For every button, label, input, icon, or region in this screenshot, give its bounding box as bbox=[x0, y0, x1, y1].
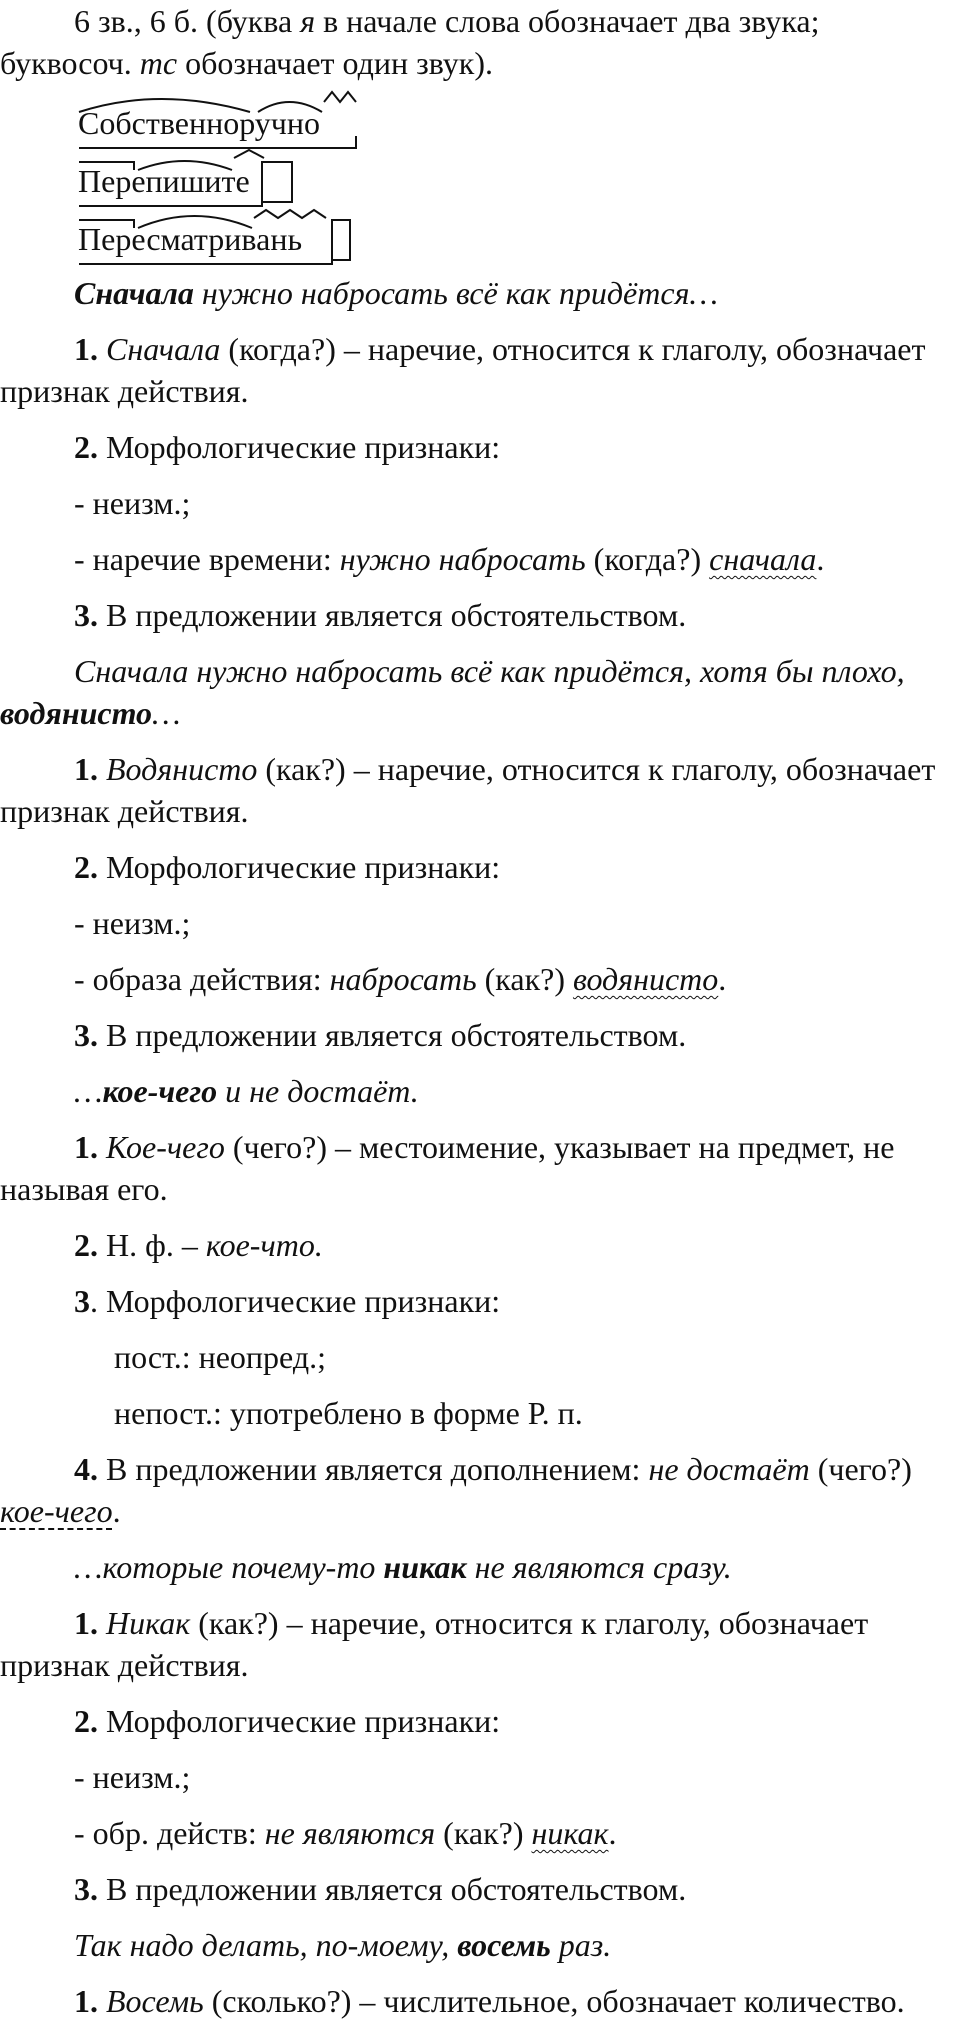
s2-item-1-text: (как?) – наречие, относится к глаголу, обозначает признак действия. bbox=[0, 751, 936, 829]
intro-text-3: обозначает один звук). bbox=[177, 45, 493, 81]
s2-dash-2 bbox=[0, 958, 942, 1000]
s3-item-1-num: 1. bbox=[74, 1129, 98, 1165]
morpheme-word-1-text: Собственноручно bbox=[78, 105, 320, 141]
s1-sentence-rest: нужно набросать всё как придётся… bbox=[193, 275, 718, 311]
s4-item-2-num: 2. bbox=[74, 1703, 98, 1739]
s2-dash-2-a: - образа действия: bbox=[74, 961, 330, 997]
s3-sentence-a: … bbox=[74, 1073, 103, 1109]
morpheme-word-3-text: Пересматривань bbox=[78, 221, 303, 257]
s1-sentence-keyword: Сначала bbox=[74, 275, 194, 311]
s1-item-1-text: (когда?) – наречие, относится к глаголу, обозначает признак действия. bbox=[0, 331, 926, 409]
intro-text-1: 6 зв., 6 б. (буква bbox=[74, 3, 301, 39]
s2-dash-2-b: (как?) bbox=[476, 961, 573, 997]
s2-item-3 bbox=[0, 1014, 942, 1056]
s3-item-1 bbox=[0, 1126, 942, 1210]
s4-dash-2-c: . bbox=[608, 1815, 617, 1851]
s5-item-1-num: 1. bbox=[74, 1983, 98, 2019]
s3-item-4-text: В предложении является дополнением: bbox=[98, 1451, 649, 1487]
s4-dash-2-italic: не являются bbox=[264, 1815, 436, 1851]
s4-item-1 bbox=[0, 1602, 942, 1686]
s2-item-1-word: Водянисто bbox=[106, 751, 258, 787]
s2-item-1 bbox=[0, 748, 942, 832]
s1-item-2 bbox=[0, 426, 942, 468]
s4-item-2 bbox=[0, 1700, 942, 1742]
s4-item-2-text: Морфологические признаки: bbox=[98, 1703, 501, 1739]
s3-item-1-word: Кое-чего bbox=[106, 1129, 225, 1165]
s3-item-2 bbox=[0, 1224, 942, 1266]
s3-item-3-text: . Морфологические признаки: bbox=[90, 1283, 501, 1319]
s3-item-4-c: . bbox=[112, 1493, 121, 1529]
s4-dash-2-underlined: никак bbox=[531, 1815, 609, 1851]
s2-item-1-num: 1. bbox=[74, 751, 98, 787]
morpheme-word-3 bbox=[78, 214, 942, 264]
s1-item-3 bbox=[0, 594, 942, 636]
s2-sentence-keyword: водянисто bbox=[0, 695, 153, 731]
s1-item-1-word: Сначала bbox=[106, 331, 221, 367]
s2-item-2 bbox=[0, 846, 942, 888]
intro-text-2: в начале слова обозначает два звука; буквосоч. bbox=[0, 3, 820, 81]
s4-dash-2-b: (как?) bbox=[435, 1815, 532, 1851]
s4-sentence bbox=[0, 1546, 942, 1588]
s2-sentence-c: … bbox=[152, 695, 181, 731]
s3-item-3-num: 3 bbox=[74, 1283, 90, 1319]
intro-paragraph bbox=[0, 0, 942, 84]
s5-sentence bbox=[0, 1924, 942, 1966]
s1-dash-2 bbox=[0, 538, 942, 580]
morpheme-word-1 bbox=[78, 98, 942, 148]
s4-item-1-num: 1. bbox=[74, 1605, 98, 1641]
s2-dash-2-c: . bbox=[718, 961, 727, 997]
s2-sentence-a: Сначала нужно набросать всё как придётся, хотя бы плохо, bbox=[74, 653, 905, 689]
s3-item-4-b: (чего?) bbox=[809, 1451, 912, 1487]
s2-sentence bbox=[0, 650, 942, 734]
s1-item-3-text: В предложении является обстоятельством. bbox=[98, 597, 687, 633]
s3-item-2-italic: кое-что. bbox=[205, 1227, 323, 1263]
morpheme-word-2-text: Перепишите bbox=[78, 163, 250, 199]
s1-sentence bbox=[0, 272, 942, 314]
s1-item-2-text: Морфологические признаки: bbox=[98, 429, 501, 465]
s4-dash-1: - неизм.; bbox=[74, 1759, 191, 1795]
s1-dash-2-underlined: сначала bbox=[709, 541, 817, 577]
s3-item-4-underlined: кое-чего bbox=[0, 1493, 113, 1529]
s3-item-2-num: 2. bbox=[74, 1227, 98, 1263]
s4-item-1-text: (как?) – наречие, относится к глаголу, обозначает признак действия. bbox=[0, 1605, 869, 1683]
s2-dash-2-underlined: водянисто bbox=[572, 961, 719, 997]
s3-sub-1: пост.: неопред.; bbox=[114, 1339, 326, 1375]
s1-dash-1: - неизм.; bbox=[74, 485, 191, 521]
s3-sentence bbox=[0, 1070, 942, 1112]
s3-item-4-num: 4. bbox=[74, 1451, 98, 1487]
s1-item-1-num: 1. bbox=[74, 331, 98, 367]
s3-sub-2: непост.: употреблено в форме Р. п. bbox=[114, 1395, 583, 1431]
s4-item-1-word: Никак bbox=[106, 1605, 191, 1641]
s2-dash-1: - неизм.; bbox=[74, 905, 191, 941]
s2-dash-2-italic: набросать bbox=[329, 961, 477, 997]
s4-item-3-text: В предложении является обстоятельством. bbox=[98, 1871, 687, 1907]
s4-dash-2-a: - обр. действ: bbox=[74, 1815, 265, 1851]
s3-item-2-text: Н. ф. – bbox=[98, 1227, 206, 1263]
s4-sentence-c: не являются сразу. bbox=[466, 1549, 732, 1585]
s5-item-1-text: (сколько?) – числительное, обозначает количество. bbox=[203, 1983, 905, 2019]
s3-sentence-c: и не достаёт. bbox=[217, 1073, 419, 1109]
s5-sentence-keyword: восемь bbox=[457, 1927, 551, 1963]
s1-item-3-num: 3. bbox=[74, 597, 98, 633]
s2-item-2-num: 2. bbox=[74, 849, 98, 885]
s4-item-3 bbox=[0, 1868, 942, 1910]
s2-item-3-text: В предложении является обстоятельством. bbox=[98, 1017, 687, 1053]
s4-sentence-a: …которые почему-то bbox=[74, 1549, 384, 1585]
s4-item-3-num: 3. bbox=[74, 1871, 98, 1907]
s3-item-3 bbox=[0, 1280, 942, 1322]
s2-item-3-num: 3. bbox=[74, 1017, 98, 1053]
intro-letters-ts: тс bbox=[139, 45, 178, 81]
s1-item-2-num: 2. bbox=[74, 429, 98, 465]
s3-item-4 bbox=[0, 1448, 942, 1532]
s1-dash-2-c: . bbox=[816, 541, 825, 577]
s3-item-1-text: (чего?) – местоимение, указывает на предмет, не называя его. bbox=[0, 1129, 895, 1207]
s1-dash-2-b: (когда?) bbox=[585, 541, 710, 577]
s1-dash-2-italic: нужно набросать bbox=[339, 541, 586, 577]
s5-item-1-word: Восемь bbox=[106, 1983, 204, 2019]
s4-dash-2 bbox=[0, 1812, 942, 1854]
s3-sentence-keyword: кое-чего bbox=[102, 1073, 218, 1109]
s3-item-4-italic: не достаёт bbox=[648, 1451, 810, 1487]
s5-item-1 bbox=[0, 1980, 942, 2022]
s1-dash-2-a: - наречие времени: bbox=[74, 541, 340, 577]
morpheme-word-2 bbox=[78, 156, 942, 206]
s4-sentence-keyword: никак bbox=[383, 1549, 467, 1585]
s5-sentence-c: раз. bbox=[550, 1927, 612, 1963]
s2-item-2-text: Морфологические признаки: bbox=[98, 849, 501, 885]
s1-item-1 bbox=[0, 328, 942, 412]
s5-sentence-a: Так надо делать, по-моему, bbox=[74, 1927, 458, 1963]
intro-letter-ya: я bbox=[300, 3, 316, 39]
